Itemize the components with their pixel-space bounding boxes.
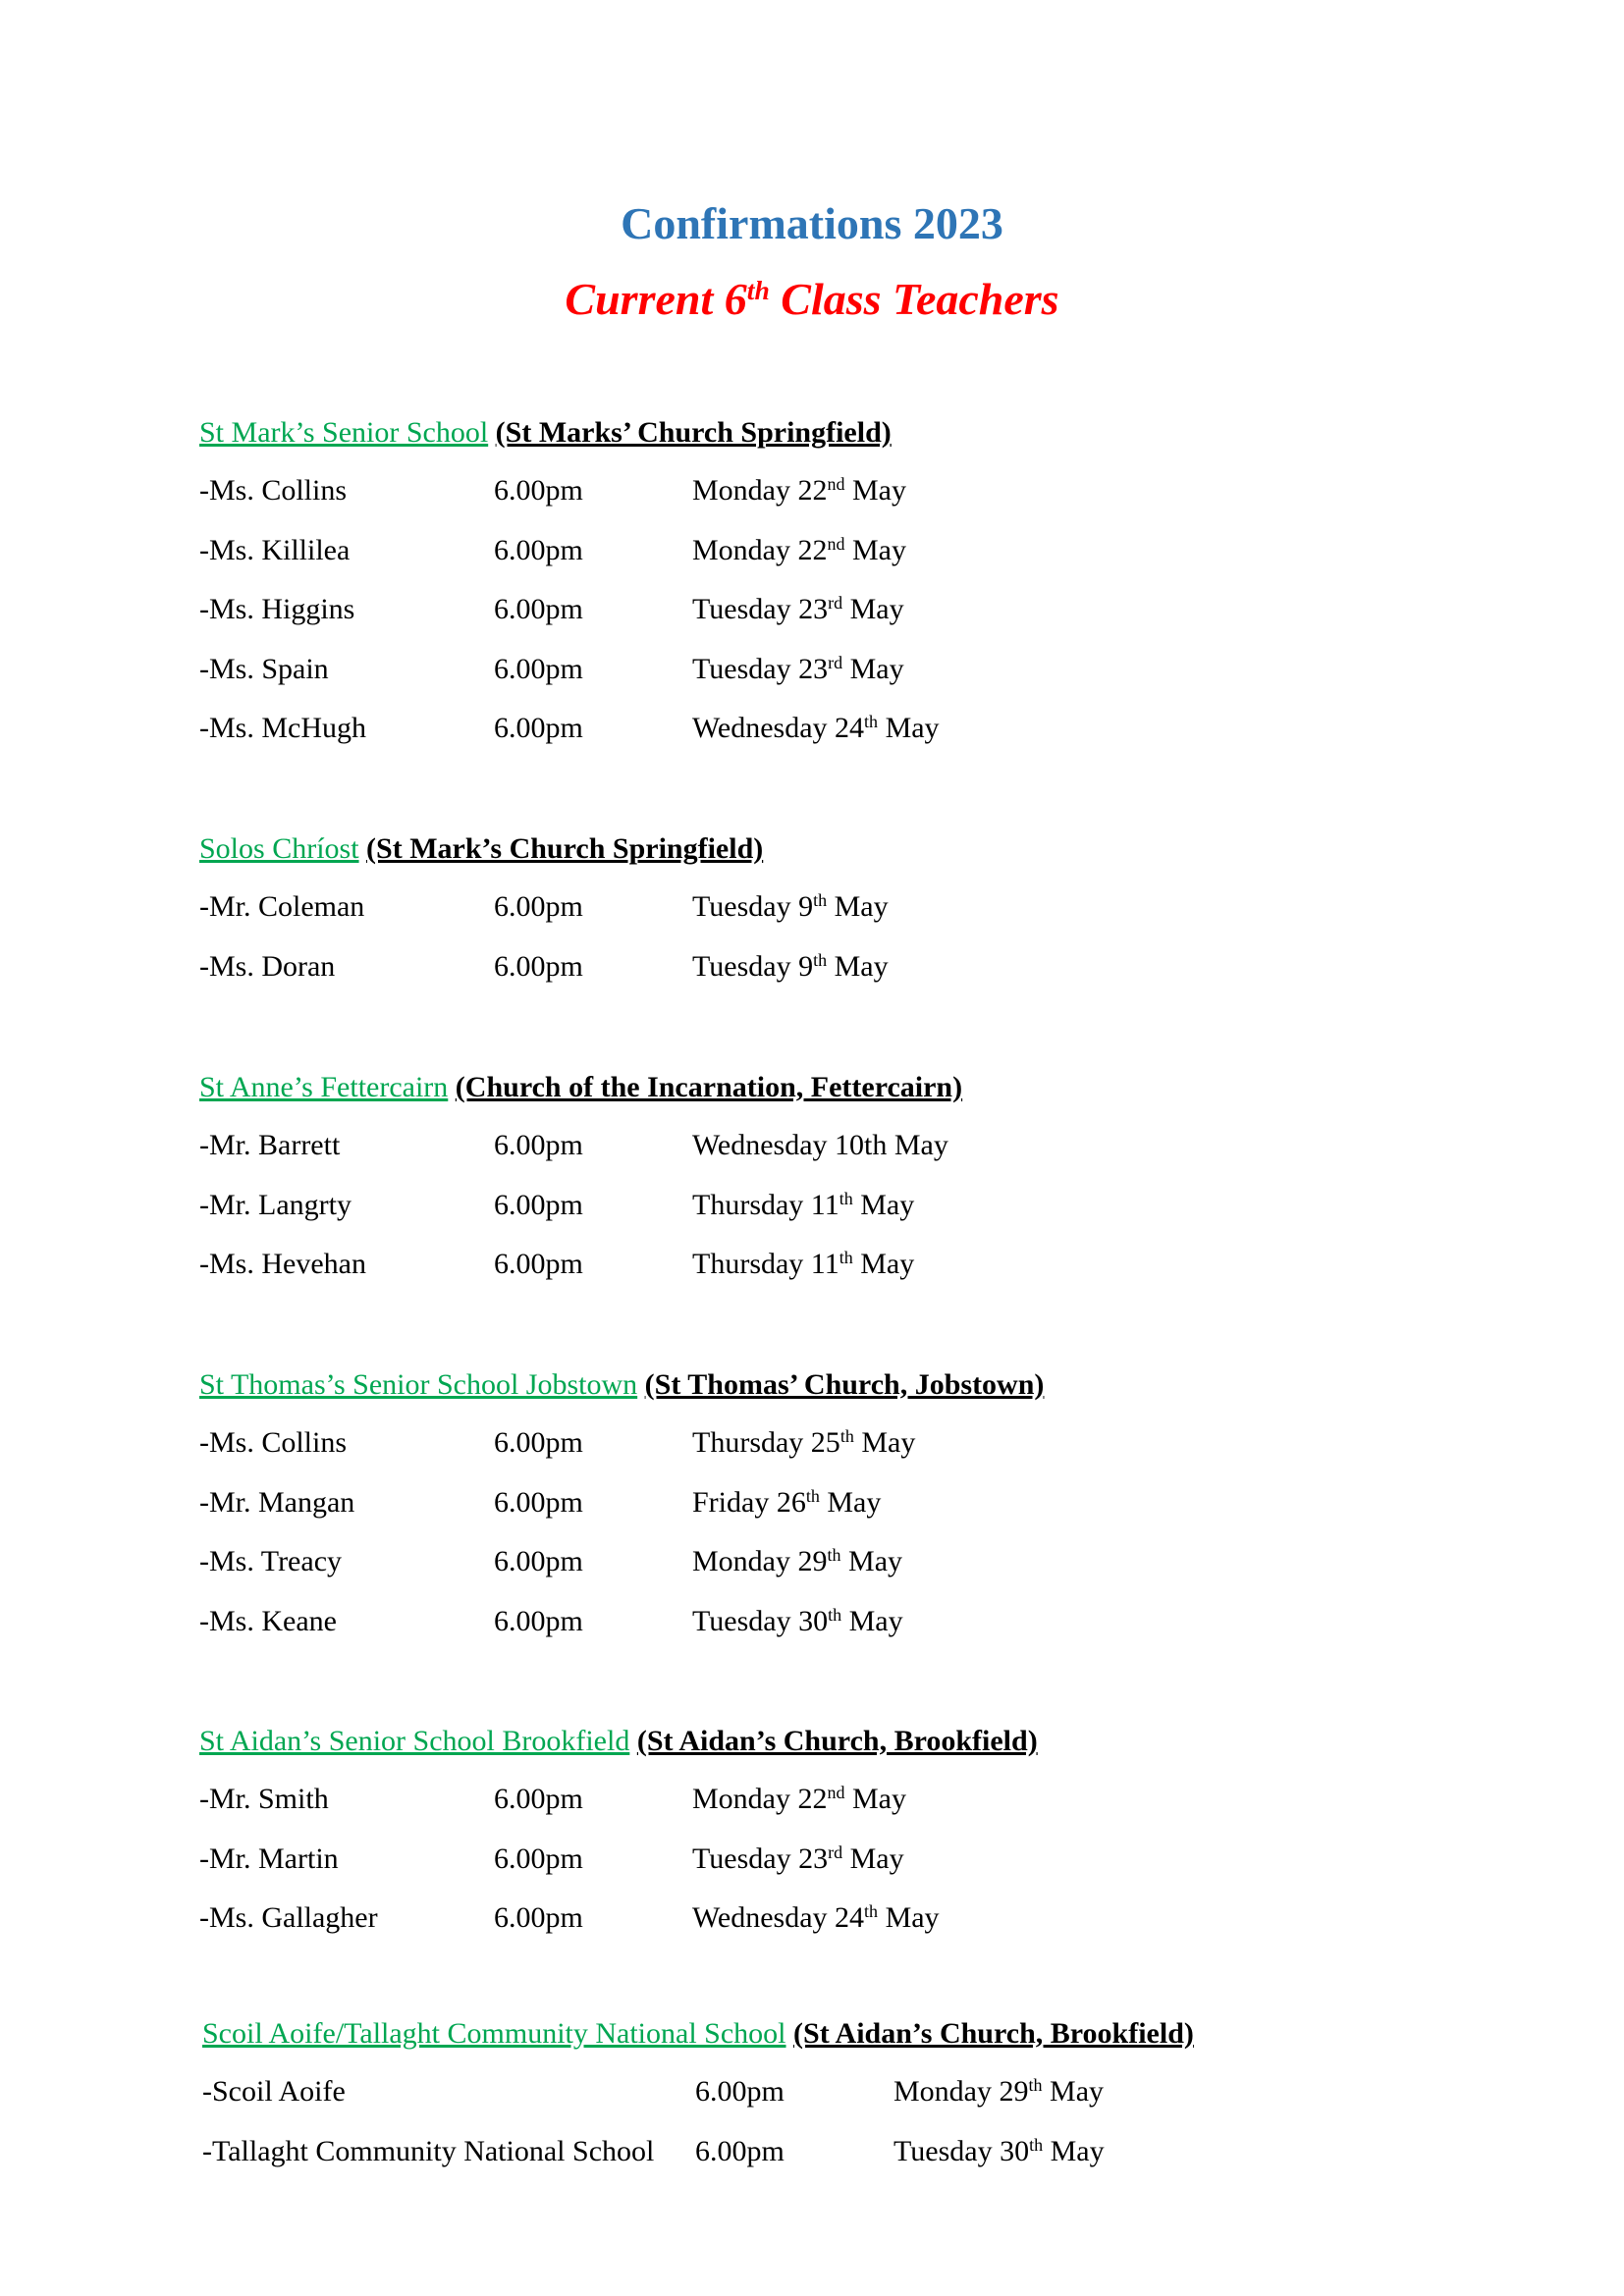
ceremony-date: Monday 22nd May: [692, 533, 906, 566]
ceremony-date: Tuesday 23rd May: [692, 1842, 904, 1875]
teacher-name: -Tallaght Community National School: [202, 2134, 655, 2167]
section-solos-chriost: [199, 821, 1476, 996]
schedule-row: [199, 580, 1476, 640]
teacher-name: -Ms. Treacy: [199, 1545, 343, 1578]
schedule-row: [199, 640, 1476, 700]
schedule-row: [199, 461, 1476, 521]
schedule-row: [199, 1235, 1476, 1295]
ceremony-time: 6.00pm: [494, 1188, 583, 1221]
teacher-name: -Ms. Collins: [199, 474, 348, 507]
ceremony-time: 6.00pm: [494, 652, 583, 685]
church-name: (St Aidan’s Church, Brookfield): [793, 2017, 1194, 2050]
ceremony-date: Tuesday 30th May: [692, 1604, 903, 1637]
teacher-name: -Ms. Higgins: [199, 593, 355, 626]
schedule-row: [199, 1116, 1476, 1176]
schedule-row: [199, 1830, 1476, 1890]
teacher-name: -Scoil Aoife: [202, 2075, 346, 2108]
schedule-row: [199, 1176, 1476, 1236]
teacher-name: -Mr. Barrett: [199, 1129, 341, 1161]
subtitle-text-end: Class Teachers: [769, 274, 1059, 324]
church-name: (St Thomas’ Church, Jobstown): [644, 1368, 1045, 1401]
ceremony-date: Wednesday 24th May: [692, 1901, 940, 1935]
schedule-row: [199, 937, 1476, 997]
ceremony-date: Monday 22nd May: [692, 474, 906, 507]
ceremony-date: Tuesday 30th May: [893, 2134, 1105, 2167]
schedule-row: [199, 1414, 1476, 1473]
teacher-name: -Mr. Langrty: [199, 1188, 352, 1221]
teacher-name: -Ms. Keane: [199, 1604, 337, 1637]
ceremony-date: Thursday 11th May: [692, 1188, 915, 1221]
ceremony-date: Thursday 25th May: [692, 1426, 916, 1459]
ceremony-time: 6.00pm: [494, 1604, 583, 1637]
church-name: (Church of the Incarnation, Fettercairn): [455, 1071, 963, 1103]
teacher-name: -Ms. Hevehan: [199, 1248, 366, 1281]
ceremony-date: Tuesday 9th May: [692, 949, 889, 983]
ceremony-time: 6.00pm: [494, 1842, 583, 1875]
schedule-row: [199, 1473, 1476, 1533]
ceremony-time: 6.00pm: [494, 593, 583, 626]
school-name: St Aidan’s Senior School Brookfield: [199, 1725, 630, 1757]
ceremony-time: 6.00pm: [695, 2075, 785, 2108]
school-name: St Thomas’s Senior School Jobstown: [199, 1368, 638, 1401]
schedule-row: [199, 1770, 1476, 1830]
teacher-name: -Mr. Smith: [199, 1783, 329, 1815]
ceremony-date: Thursday 11th May: [692, 1248, 915, 1281]
schedule-row: [202, 2062, 1479, 2122]
ceremony-time: 6.00pm: [494, 712, 583, 745]
schedule-row: [199, 1532, 1476, 1592]
teacher-name: -Ms. Spain: [199, 652, 329, 685]
ceremony-time: 6.00pm: [695, 2134, 785, 2167]
page-subtitle: [0, 271, 1624, 328]
section-heading: [199, 1059, 1476, 1116]
schedule-row: [199, 1889, 1476, 1949]
teacher-name: -Mr. Mangan: [199, 1485, 355, 1519]
school-name: St Anne’s Fettercairn: [199, 1071, 449, 1103]
school-name: St Mark’s Senior School: [199, 416, 489, 449]
schedule-row: [199, 521, 1476, 581]
ceremony-time: 6.00pm: [494, 1485, 583, 1519]
section-st-aidans: [199, 1713, 1476, 1949]
ceremony-date: Wednesday 10th May: [692, 1129, 948, 1161]
ceremony-date: Wednesday 24th May: [692, 712, 940, 745]
ceremony-time: 6.00pm: [494, 1426, 583, 1459]
section-heading: [199, 1357, 1476, 1414]
subtitle-superscript: th: [746, 274, 770, 305]
ceremony-date: Tuesday 23rd May: [692, 593, 904, 626]
section-heading: [202, 2005, 1479, 2062]
ceremony-time: 6.00pm: [494, 1129, 583, 1161]
church-name: (St Mark’s Church Springfield): [366, 832, 764, 865]
subtitle-text: Current 6: [565, 274, 747, 324]
ceremony-time: 6.00pm: [494, 1248, 583, 1281]
teacher-name: -Ms. McHugh: [199, 712, 366, 745]
ceremony-time: 6.00pm: [494, 890, 583, 923]
schedule-row: [199, 699, 1476, 759]
ceremony-date: Tuesday 9th May: [692, 890, 889, 923]
teacher-name: -Mr. Martin: [199, 1842, 339, 1875]
ceremony-date: Friday 26th May: [692, 1485, 882, 1519]
ceremony-time: 6.00pm: [494, 533, 583, 566]
section-st-thomas: [199, 1357, 1476, 1651]
section-st-annes: [199, 1059, 1476, 1295]
ceremony-date: Monday 29th May: [692, 1545, 903, 1578]
school-name: Scoil Aoife/Tallaght Community National School: [202, 2017, 786, 2050]
ceremony-date: Monday 22nd May: [692, 1783, 906, 1815]
ceremony-time: 6.00pm: [494, 474, 583, 507]
church-name: (St Marks’ Church Springfield): [495, 416, 892, 449]
schedule-row: [199, 878, 1476, 937]
ceremony-date: Monday 29th May: [893, 2075, 1105, 2108]
section-st-marks: [199, 404, 1476, 759]
section-heading: [199, 821, 1476, 878]
schedule-row: [199, 1592, 1476, 1652]
teacher-name: -Ms. Doran: [199, 949, 336, 983]
teacher-name: -Ms. Gallagher: [199, 1901, 378, 1935]
ceremony-time: 6.00pm: [494, 1545, 583, 1578]
ceremony-time: 6.00pm: [494, 1901, 583, 1935]
ceremony-time: 6.00pm: [494, 949, 583, 983]
teacher-name: -Ms. Killilea: [199, 533, 351, 566]
page-title: Confirmations 2023: [621, 198, 1003, 248]
section-scoil-aoife: [202, 2005, 1479, 2181]
ceremony-date: Tuesday 23rd May: [692, 652, 904, 685]
church-name: (St Aidan’s Church, Brookfield): [636, 1725, 1038, 1757]
section-heading: [199, 404, 1476, 461]
schedule-row: [202, 2122, 1479, 2182]
school-name: Solos Chríost: [199, 832, 359, 865]
teacher-name: -Mr. Coleman: [199, 890, 365, 923]
teacher-name: -Ms. Collins: [199, 1426, 348, 1459]
section-heading: [199, 1713, 1476, 1770]
ceremony-time: 6.00pm: [494, 1783, 583, 1815]
